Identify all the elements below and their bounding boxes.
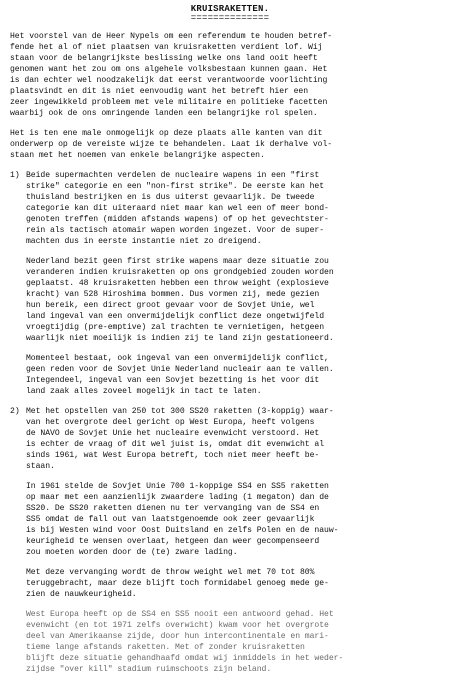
point-2-paragraph-2: In 1961 stelde de Sovjet Unie 700 1-koppige SS4 en SS5 raketten op maar met een aanzienlijk zwaardere lading (1 megaton) dan de SS20. De SS20 raketten dienen nu ter vervanging van de SS4 en SS5 omdat de fall out van laatstgenoemde ook zeer gevaarlijk is bij Westen wind voor Oost Duitsland en zelfs Polen en de nauw- keurigheid te wensen overlaat, hetgeen dan weer gecompenseerd zou moeten worden door de (te) zware lading. — [26, 482, 339, 557]
point-body — [26, 406, 440, 684]
point-1-paragraph-2: Nederland bezit geen first strike wapens maar deze situatie zou veranderen indien kruisraketten op ons grondgebied zouden worden geplaatst. 48 kruisraketten hebben een throw weight (explosieve kracht) van 528 Hiroshima bommen. Dus vormen zij, mede gezien hun bereik, een direct groot gevaar voor de Sovjet Unie, wel land ingeval van een onvermijdelijk conflict deze ongetwijfeld vroegtijdig (pre-emptive) zal trachten te vernietigen, hetgeen waarlijk niet moeilijk is indien zij te land zijn gestationeerd. — [26, 257, 334, 343]
point-1-paragraph-1: Beide supermachten verdelen de nucleaire wapens in een "first strike" categorie en een "non-first strike". De eerste kan het thuisland bestrijken en is dus uiterst gevaarlijk. De tweede categorie kan dit uiteraard niet maar kan wel een of meer bond- genoten treffen (midden afstands wapens) of op het gevechtster- rein als tactisch atomair wapen worden ingezet. Voor de super- machten dus in eerste instantie niet zo dreigend. — [26, 171, 329, 246]
intro-paragraph-2: Het is ten ene male onmogelijk op deze plaats alle kanten van dit onderwerp op de vereiste wijze te behandelen. Laat ik derhalve vol- staan met het noemen van enkele belangrijke aspecten. — [10, 129, 333, 160]
point-2 — [10, 406, 440, 684]
point-2-paragraph-3: Met deze vervanging wordt de throw weight wel met 70 tot 80% teruggebracht, maar deze blijft toch formidabel genoeg mede ge- zien de nauwkeurigheid. — [26, 568, 329, 599]
intro-paragraph-1: Het voorstel van de Heer Nypels om een referendum te houden betref- fende het al of niet plaatsen van kruisraketten verdient lof. Wij staan voor de belangrijkste beslissing welke ons land ooit heeft genomen want het zou om ons algehele volksbestaan kunnen gaan. Het is dan echter wel noodzakelijk dat eerst verantwoorde voorlichting plaatsvindt en dit is niet eenvoudig want het betreft hier een zeer ingewikkeld probleem met vele militaire en politieke facetten waarbij ook de ons omringende landen een belangrijke rol spelen. — [10, 32, 333, 118]
point-1-paragraph-3: Momenteel bestaat, ook ingeval van een onvermijdelijk conflict, geen reden voor de Sovjet Unie Nederland nucleair aan te vallen. Integendeel, ingeval van een Sovjet bezetting is het voor dit land zaak alles zoveel mogelijk in tact te laten. — [26, 354, 334, 396]
point-number: 2) — [10, 407, 20, 416]
point-number: 1) — [10, 171, 20, 180]
title-underline: ============== — [190, 13, 270, 23]
point-2-paragraph-4: West Europa heeft op de SS4 en SS5 nooit een antwoord gehad. Het evenwicht (en tot 1971 zelfs overwicht) kwam voor het overgrote deel van Amerikaanse zijde, door hun intercontinentale en mari- tieme lange afstands raketten. Met of zonder kruisraketten blijft deze situatie gehandhaafd omdat wij inmiddels in het weder- zijdse "over kill" stadium ruimschoots zijn beland. — [26, 610, 344, 674]
point-2-paragraph-1: Met het opstellen van 250 tot 300 SS20 raketten (3-koppig) waar- van het overgrote deel gericht op West Europa, heeft volgens de NAVO de Sovjet Unie het nucleaire evenwicht verstoord. Het is echter de vraag of dit wel juist is, omdat dit evenwicht al sinds 1961, wat West Europa betreft, toch niet meer heeft be- staan. — [26, 407, 334, 471]
point-1 — [10, 170, 440, 406]
title-block — [20, 4, 440, 23]
point-body — [26, 170, 440, 406]
document-title: KRUISRAKETTEN. — [190, 4, 270, 14]
